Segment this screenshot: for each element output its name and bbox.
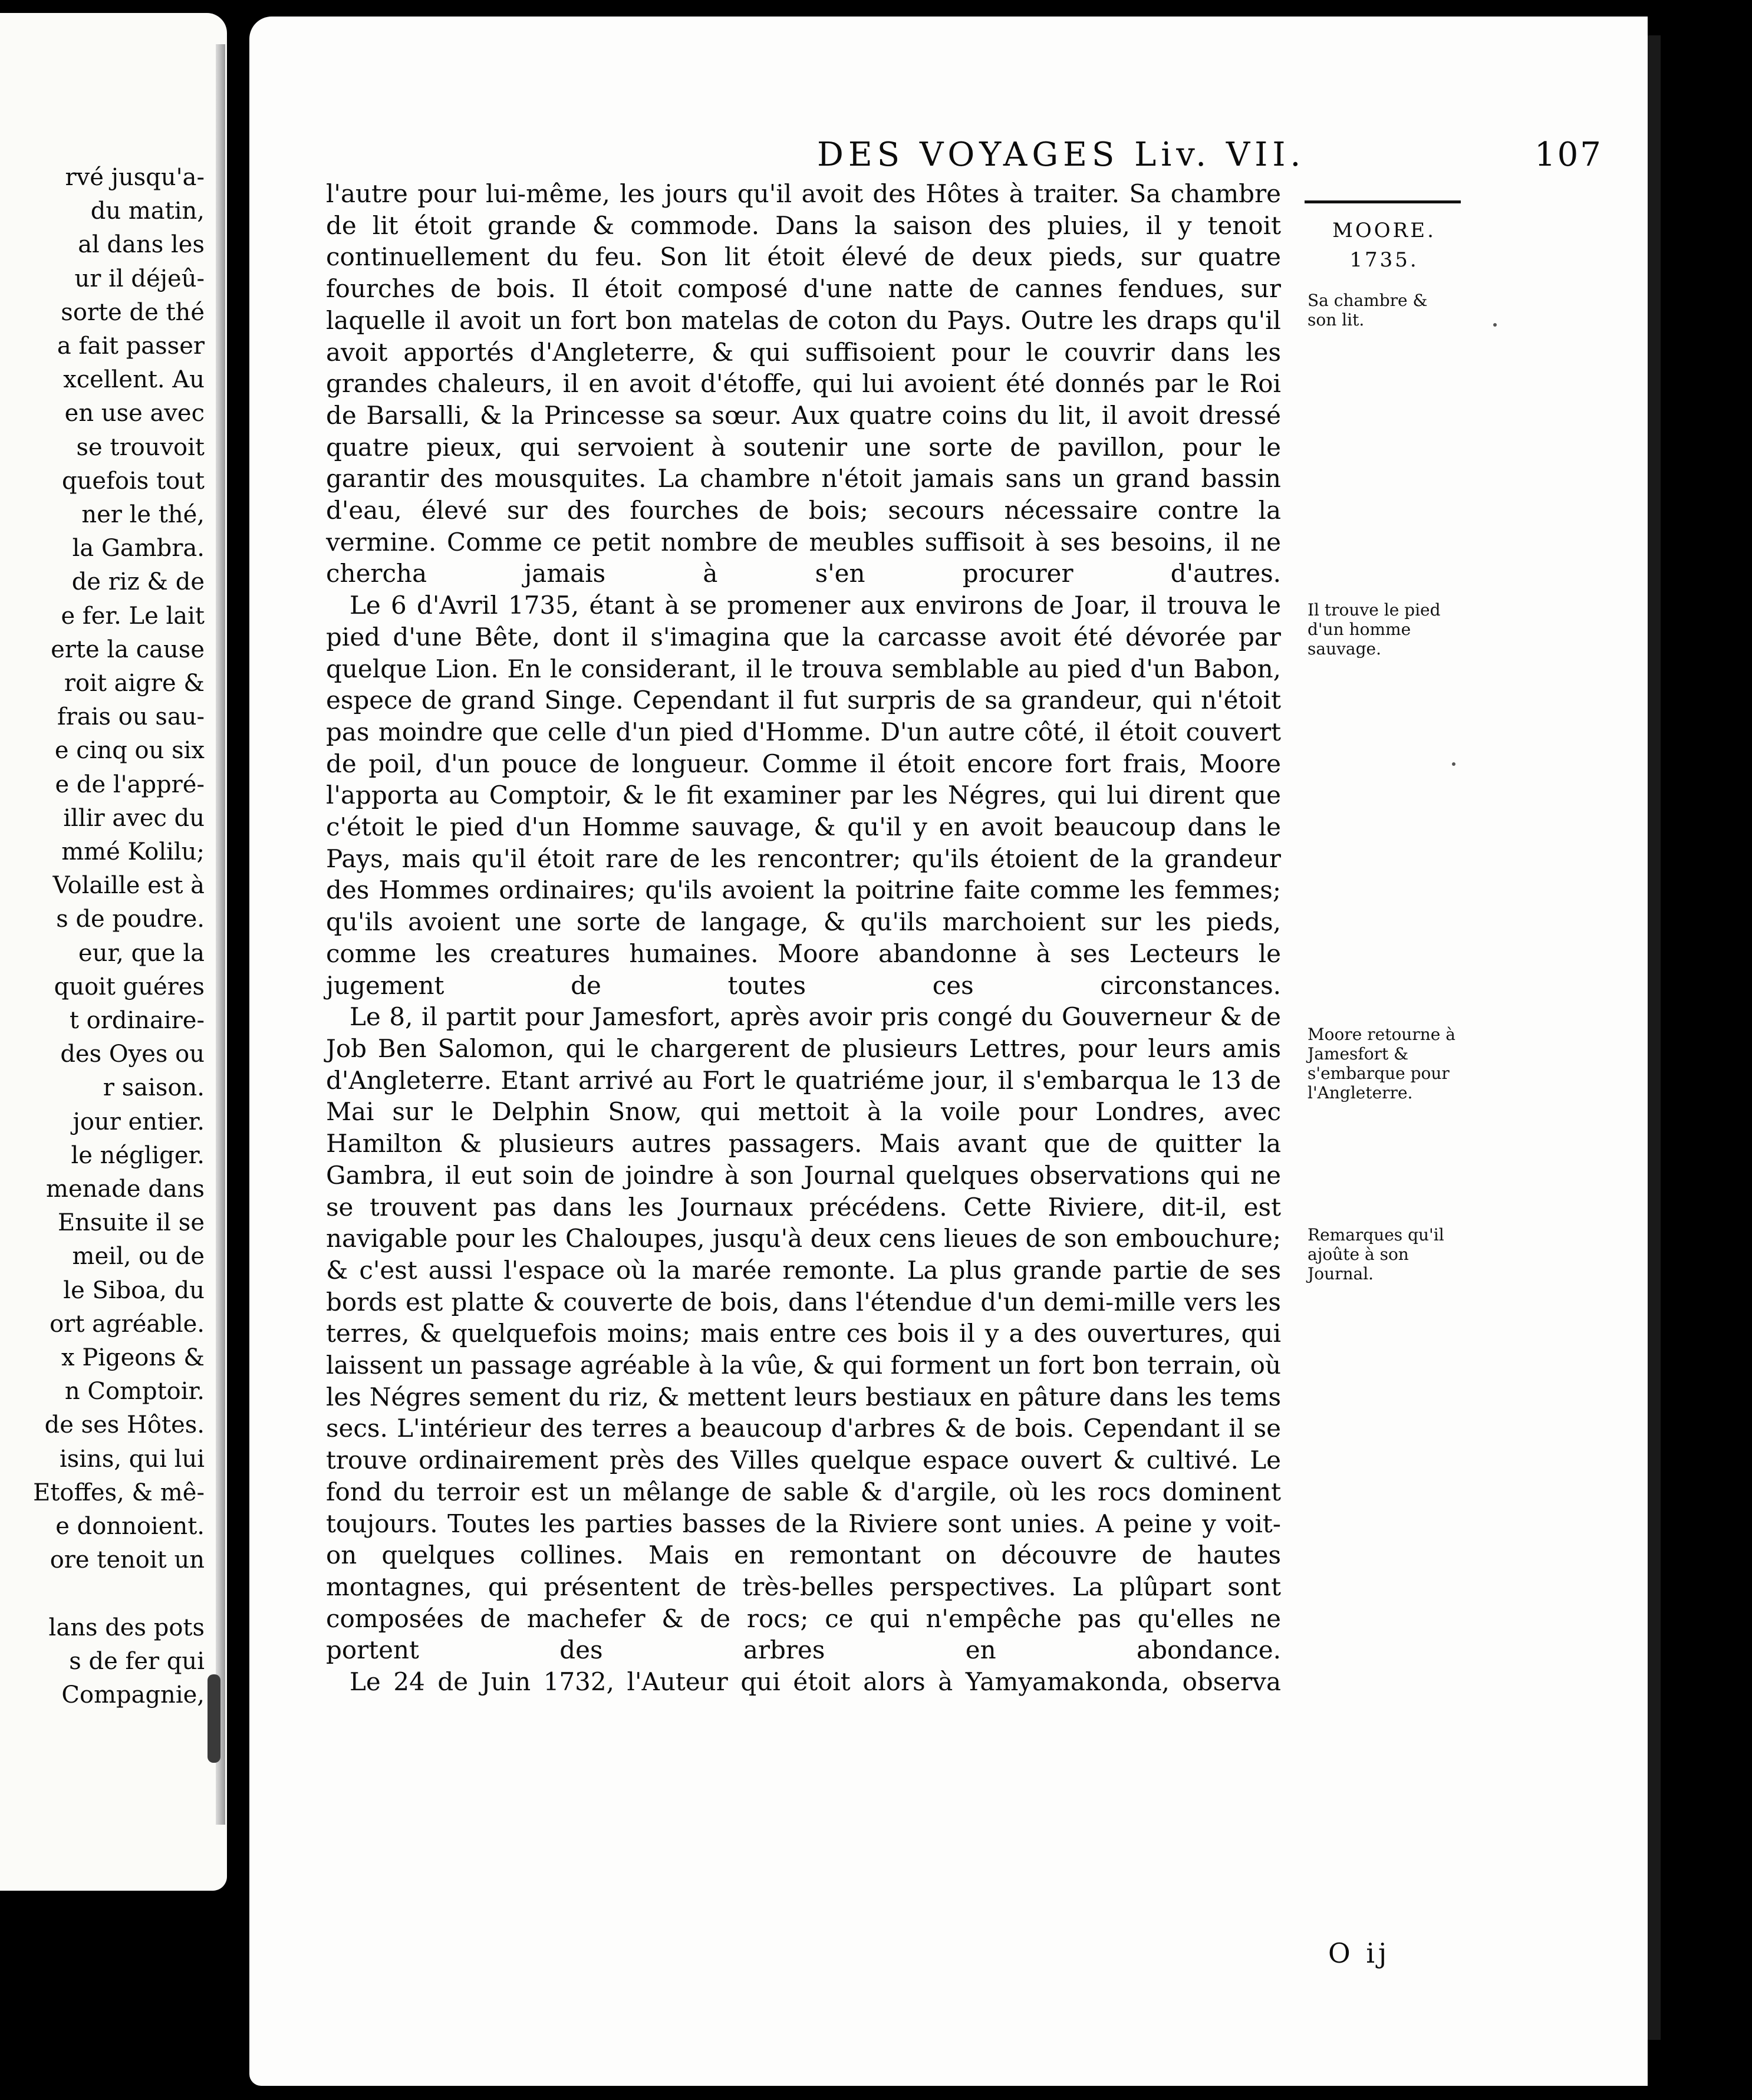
left-page-line: de riz & de (71, 568, 205, 596)
marginal-header (1316, 216, 1452, 275)
marginal-note-remarks: Remarques qu'il ajoûte à son Journal. (1308, 1225, 1444, 1283)
left-page-line: ur il déjeû- (74, 265, 205, 292)
left-page-line: Volaille est à (52, 872, 205, 900)
left-page-line: xcellent. Au (63, 366, 205, 394)
left-page-line: ort agréable. (50, 1310, 205, 1338)
left-page-line: quefois tout (62, 467, 205, 495)
left-page-line: al dans les (78, 231, 205, 259)
left-page-line: frais ou sau- (57, 703, 205, 731)
left-page-line: isins, qui lui (59, 1445, 205, 1473)
left-page-line: erte la cause (51, 636, 205, 663)
left-page-line: s de poudre. (56, 906, 205, 933)
marginal-note-chamber: Sa chambre & son lit. (1308, 291, 1428, 330)
marginal-note-return: Moore retourne à Jamesfort & s'embarque pour l'Angleterre. (1308, 1025, 1455, 1102)
left-page-line: menade dans (46, 1176, 205, 1203)
left-page-line: se trouvoit (76, 433, 205, 461)
ink-speck (1493, 323, 1497, 327)
left-page-line: e cinq ou six (54, 737, 205, 765)
left-page-line: ore tenoit un (50, 1546, 205, 1574)
marginal-year: 1735. (1349, 248, 1419, 272)
left-page-line: meil, ou de (72, 1243, 205, 1270)
left-page-line: a fait passer (57, 333, 205, 360)
running-head (532, 134, 1648, 176)
signature-mark: O ij (1328, 1937, 1391, 1969)
right-page (249, 17, 1648, 2086)
page-edge-shadow (1648, 35, 1661, 2040)
left-page-line: illir avec du (63, 804, 205, 832)
paragraph-2: Le 6 d'Avril 1735, étant à se promener aux environs de Joar, il trouva le pied d'une Bête, dont il s'imagina que la carcasse avoit été dévorée par quelque Lion. En le considerant, il le trouva semblable au pied d'un Babon, espece de grand Singe. Cependant il fut surpris de sa grandeur, qui n'étoit pas moindre que celle d'un pied d'Homme. D'un autre côté, il étoit couvert de poil, d'un pouce de longueur. Comme il étoit encore fort frais, Moore l'apporta au Comptoir, & le fit examiner par les Négres, qui lui dirent que c'étoit le pied d'un Homme sauvage, & qu'il y en avoit beaucoup dans le Pays, mais qu'il étoit rare de les rencontrer; qu'ils étoient de la grandeur des Hommes ordinaires; qu'ils avoient la poitrine faite comme les femmes; qu'ils avoient une sorte de langage, & qu'ils marchoient sur les pieds, comme les creatures humaines. Moore abandonne à ses Lecteurs le jugement de toutes ces circonstances. (326, 591, 1281, 1000)
marginal-note-foot: Il trouve le pied d'un homme sauvage. (1308, 600, 1441, 659)
left-page-line: lans des pots (48, 1614, 205, 1641)
spine-shadow (208, 1674, 220, 1763)
page-number: 107 (1534, 136, 1603, 174)
running-title: DES VOYAGES Liv. VII. (817, 136, 1306, 174)
paragraph-1: l'autre pour lui-même, les jours qu'il avoit des Hôtes à traiter. Sa chambre de lit étoit grande & commode. Dans la saison des pluies, il y tenoit continuellement du feu. Son lit étoit élevé de deux pieds, sur quatre fourches de bois. Il étoit composé d'une natte de cannes fendues, sur laquelle il avoit un fort bon matelas de coton du Pays. Outre les draps qu'il avoit apportés d'Angleterre, & qui suffisoient pour le couvrir dans les grandes chaleurs, il en avoit d'étoffe, qui lui avoient été donnés par le Roi de Barsalli, & la Princesse sa sœur. Aux quatre coins du lit, il avoit dressé quatre pieux, qui servoient à soutenir une sorte de pavillon, pour le garantir des mousquites. La chambre n'étoit jamais sans un grand bassin d'eau, élevé sur des fourches de bois; secours nécessaire contre la vermine. Comme ce petit nombre de meubles suffisoit à ses besoins, il ne chercha jamais à s'en procurer d'autres. (326, 179, 1281, 588)
left-page-line: du matin, (90, 198, 205, 225)
left-page-line: x Pigeons & (61, 1344, 205, 1371)
left-page-line: jour entier. (73, 1108, 205, 1135)
left-page-line: rvé jusqu'a- (65, 164, 205, 191)
left-page-line: sorte de thé (61, 298, 205, 326)
left-page-line: Ensuite il se (57, 1209, 205, 1237)
left-page-line: des Oyes ou (60, 1041, 205, 1068)
ink-speck (1452, 762, 1455, 766)
left-page-line: le Siboa, du (63, 1276, 205, 1304)
left-page-line: Etoffes, & mê- (33, 1479, 205, 1506)
book-gutter (216, 44, 225, 1825)
left-page-line: de ses Hôtes. (44, 1411, 205, 1439)
left-page-line: ner le thé, (81, 501, 205, 528)
left-page-line: le négliger. (71, 1141, 205, 1169)
body-text (326, 178, 1281, 1698)
left-page-line: s de fer qui (69, 1647, 205, 1675)
left-page-line: r saison. (103, 1074, 205, 1102)
left-page-line: en use avec (64, 400, 205, 427)
paragraph-3: Le 8, il partit pour Jamesfort, après avoir pris congé du Gouverneur & de Job Ben Salomon, qui le chargerent de plusieurs Lettres, pour leurs amis d'Angleterre. Etant arrivé au Fort le quatriéme jour, il s'embarqua le 13 de Mai sur le Delphin Snow, qui mettoit à la voile pour Londres, avec Hamilton & plusieurs autres passagers. Mais avant que de quitter la Gambra, il eut soin de joindre à son Journal quelques observations qui ne se trouvent pas dans les Journaux précédens. Cette Riviere, dit-il, est navigable pour les Chaloupes, jusqu'à deux cens lieues de son embouchure; & c'est aussi l'espace où la marée remonte. La plus grande partie de ses bords est platte & couverte de bois, dans l'étendue d'un demi-mille vers les terres, & quelquefois moins; mais entre ces bois il y a des ouvertures, qui laissent un passage agréable à la vûe, & qui forment un fort bon terrain, où les Négres sement du riz, & mettent leurs bestiaux en pâture dans les tems secs. L'intérieur des terres a beaucoup d'arbres & de bois. Cependant il se trouve ordinairement près des Villes quelque espace ouvert & cultivé. Le fond du terroir est un mêlange de sable & d'argile, où les rocs dominent toujours. Toutes les parties basses de la Riviere sont unies. A peine y voit-on quelques collines. Mais en remontant on découvre de hautes montagnes, qui présentent de très-belles perspectives. La plûpart sont composées de machefer & de rocs; ce qui n'empêche pas qu'elles ne portent des arbres en abondance. (326, 1002, 1281, 1665)
left-page-line: quoit guéres (54, 973, 205, 1000)
left-page-line: t ordinaire- (69, 1007, 205, 1034)
left-page-line: la Gambra. (72, 535, 205, 562)
marginal-author: MOORE. (1332, 219, 1436, 242)
left-page-line: n Comptoir. (64, 1378, 205, 1406)
left-page (0, 13, 227, 1891)
left-page-line: eur, que la (78, 939, 205, 967)
left-page-line: Compagnie, (61, 1681, 205, 1709)
left-page-line: e fer. Le lait (61, 602, 205, 630)
marginal-rule (1305, 200, 1461, 203)
left-page-line: e de l'appré- (55, 771, 205, 798)
left-page-line: e donnoient. (55, 1513, 205, 1540)
paragraph-4: Le 24 de Juin 1732, l'Auteur qui étoit alors à Yamyamakonda, observa (350, 1667, 1281, 1697)
left-page-line: roit aigre & (64, 670, 205, 697)
left-page-line: mmé Kolilu; (61, 838, 205, 865)
